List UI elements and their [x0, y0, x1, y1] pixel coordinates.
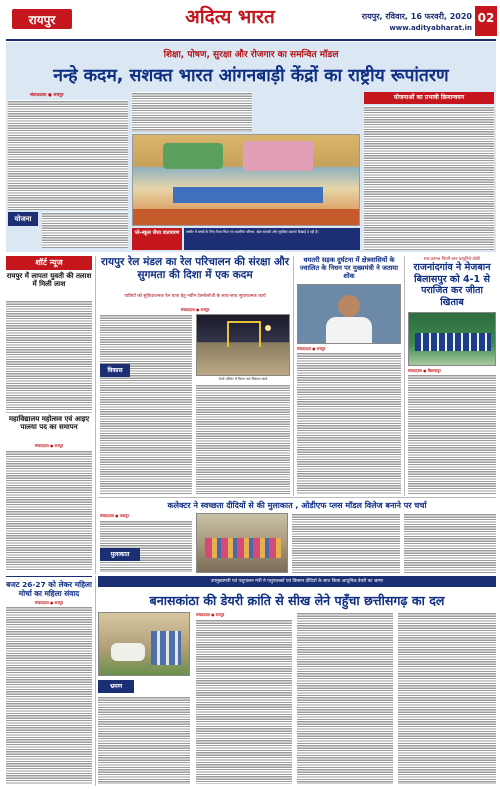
- section-tab-label: रायपुर: [28, 13, 56, 27]
- sports-photo: [408, 312, 496, 366]
- photo-team-row: [415, 333, 491, 351]
- photo-group: [205, 538, 281, 558]
- dairy-dateline: संवाददाता ● रायपुर: [196, 612, 225, 617]
- sports-dateline: संवाददाता ● बिलासपुर: [408, 368, 441, 373]
- dairy-body-3: [297, 612, 393, 784]
- rail-photo: [196, 314, 290, 376]
- collector-body-3: [404, 513, 496, 573]
- photo-person-head: [338, 295, 360, 317]
- collector-photo: [196, 513, 288, 573]
- cm-photo: [297, 284, 401, 344]
- photo-cow: [111, 643, 145, 661]
- lead-side-label: योजना: [8, 212, 38, 226]
- dairy-body-2: [196, 619, 292, 784]
- column-divider: [404, 256, 405, 496]
- cm-dateline: संवाददाता ● रायपुर: [297, 346, 326, 351]
- lead-sidebar-text: [364, 106, 494, 250]
- dairy-body-4: [398, 612, 496, 784]
- rail-side-label: विकास: [100, 364, 130, 377]
- collector-body-2: [292, 513, 400, 573]
- short-news-1-body: [6, 300, 92, 410]
- collector-headline: कलेक्टर ने स्वच्छता दीदियों से की मुलाकात , ओडीएफ प्लस मॉडल विलेज बनाने पर चर्चा: [167, 501, 427, 510]
- rail-subhead: यात्रियों को सुविधाजनक रेल यात्रा हेतु नवीन टेक्नोलॉजी के साथ-साथ सुधारात्मक कार्य: [124, 294, 266, 299]
- photo-table: [173, 187, 323, 203]
- collector-body-1: [100, 520, 192, 572]
- short-news-2-dateline: संवाददाता ● रायपुर: [34, 443, 64, 448]
- lead-dateline: संवाददाता ● रायपुर: [30, 93, 64, 98]
- dairy-kicker: उपमुख्यमंत्री एवं पशुपालन मंत्री ने पशुपालकों एवं किसान दीदियों के साथ किया आधुनिक डेयरी का भ्रमण: [210, 579, 384, 584]
- short-news-1-head: रायपुर में लापता युवती की तलाश में मिली लाश: [6, 272, 92, 289]
- photo-person-body: [326, 317, 372, 344]
- photo-wall-mural: [163, 143, 223, 169]
- dairy-body-1: [98, 696, 190, 784]
- rail-photo-caption: रेलवे परिसर में किया गया विकास कार्य: [218, 377, 268, 381]
- budget-headline: बजट 26-27 को लेकर महिला मोर्चा का महिला संवाद: [6, 580, 92, 598]
- lead-photo-caption-label: प्ले-स्कूल जैसा वातावरण: [132, 228, 182, 250]
- collector-side-label: मुलाकात: [100, 548, 140, 561]
- website: www.adityabharat.in: [389, 24, 472, 32]
- collector-dateline: संवाददाता ● जशपुर: [100, 513, 129, 518]
- sports-body: [408, 374, 496, 494]
- sports-headline: राजनांदगांव ने मेजबान बिलासपुर को 4-1 से पराजित कर जीता खिताब: [413, 262, 491, 308]
- rail-body-1: [100, 314, 192, 494]
- photo-people: [151, 631, 181, 665]
- dairy-side-label: भ्रमण: [98, 680, 134, 693]
- lead-photo: [132, 134, 360, 226]
- masthead-rule: [6, 39, 496, 41]
- lead-body-text-2: [42, 212, 128, 248]
- divider: [98, 497, 496, 498]
- lead-sidebar-title: योजनाओं का प्रभावी क्रियान्वयन: [364, 92, 494, 104]
- masthead: [0, 0, 500, 40]
- column-divider: [293, 256, 294, 496]
- photo-floor: [133, 209, 360, 226]
- date-line: रायपुर, रविवार, 16 फरवरी, 2020: [361, 12, 472, 21]
- dairy-photo: [98, 612, 190, 676]
- logo-text: अदित्य भारत: [185, 6, 275, 28]
- lead-body-text-3: [132, 92, 252, 132]
- photo-wall-mural-2: [243, 141, 313, 171]
- dairy-headline: बनासकांठा की डेयरी क्रांति से सीख लेने पहुँचा छत्तीसगढ़ का दल: [149, 593, 445, 608]
- lead-body-text: [8, 100, 128, 210]
- lead-kicker: शिक्षा, पोषण, सुरक्षा और रोजगार का समन्वित मॉडल: [163, 50, 339, 60]
- column-divider: [95, 576, 96, 786]
- sports-kicker: रन्व.प्रतनत नियमें बान प्रत्यूतिने ग्रोफी: [423, 257, 481, 262]
- photo-light: [265, 325, 271, 331]
- rail-headline: रायपुर रेल मंडल का रेल परिचालन की संरक्षा और सुगमता की दिशा में एक कदम: [100, 256, 289, 281]
- divider: [6, 412, 92, 413]
- photo-crane: [227, 321, 261, 347]
- lead-photo-caption: तस्वीर में बच्चों के लिए तैयार किए गए बालमित्र परिसर, खेल सामग्री और सुरक्षित कक्षाएं दिखाई दे रही हैं।: [184, 228, 360, 250]
- logo: [170, 2, 290, 36]
- rail-body-2: [196, 384, 290, 494]
- short-news-2-body: [6, 450, 92, 570]
- cm-headline: धमतरी सड़क दुर्घटना में क्षेत्रवासियों के ज्वालित के निधन पर मुख्यमंत्री ने जताया शोक: [300, 256, 398, 280]
- short-news-2-head: महाविद्यालय महोत्सव एवं आइए पालया पद का समापन: [8, 415, 90, 432]
- budget-body: [6, 606, 92, 784]
- column-divider: [95, 256, 96, 574]
- bottom-left-rule: [6, 576, 92, 577]
- short-news-label: शॉर्ट न्यूज: [6, 256, 92, 270]
- budget-dateline: संवाददाता ● रायपुर: [34, 600, 64, 605]
- lead-headline: नन्हे कदम, सशक्त भारत आंगनबाड़ी केंद्रों का राष्ट्रीय रूपांतरण: [53, 66, 449, 86]
- page-number: 02: [477, 11, 495, 25]
- cm-body: [297, 352, 401, 494]
- rail-dateline: संवाददाता ● रायपुर: [180, 307, 210, 312]
